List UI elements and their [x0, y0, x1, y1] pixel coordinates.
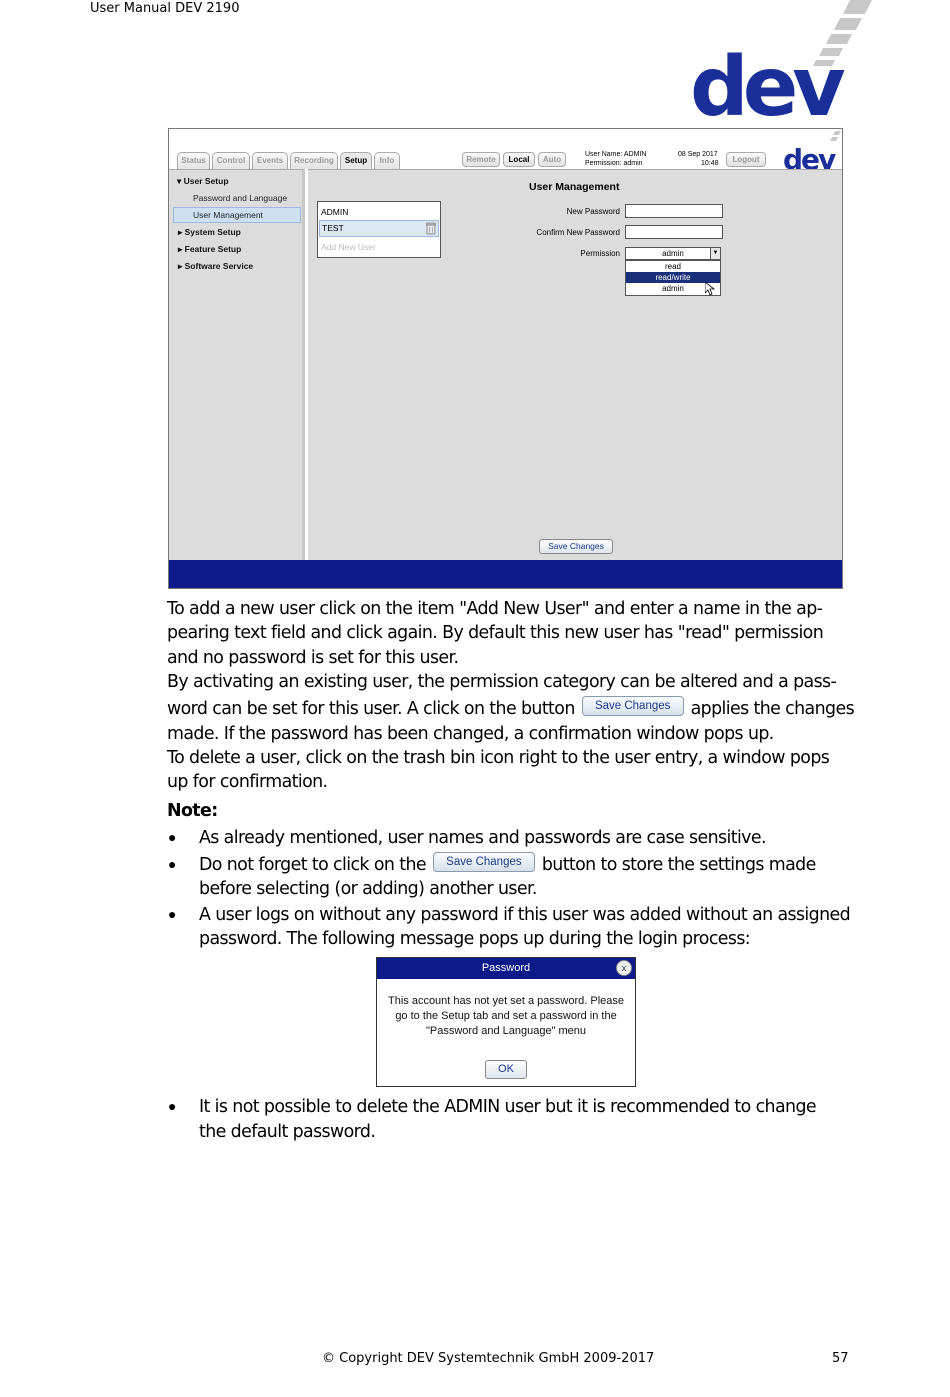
tab-info[interactable]: Info [374, 152, 400, 169]
panel-title: User Management [529, 181, 620, 193]
password-dialog [376, 957, 636, 1087]
page-number: 57 [832, 1351, 849, 1366]
ok-button[interactable]: OK [485, 1060, 527, 1079]
body-text: To add a new user click on the item "Add New User" and enter a name in the ap- [167, 599, 823, 619]
mode-local-button[interactable]: Local [503, 152, 535, 167]
tab-events[interactable]: Events [252, 152, 288, 169]
bullet-text: password. The following message pops up during the login process: [199, 929, 751, 949]
sidebar-item-system-setup[interactable]: ▸ System Setup [178, 227, 241, 237]
dialog-message-line: This account has not yet set a password. Please [387, 995, 625, 1007]
sidebar-item-label: User Setup [183, 176, 229, 186]
confirm-password-label: Confirm New Password [536, 228, 620, 237]
document-header: User Manual DEV 2190 [90, 1, 240, 16]
inline-save-changes-button: Save Changes [582, 696, 684, 716]
body-text: and no password is set for this user. [167, 648, 459, 668]
sidebar-item-user-setup[interactable]: ▾ User Setup [177, 176, 229, 186]
user-list [317, 201, 441, 258]
bullet-text: the default password. [199, 1122, 376, 1142]
copyright-footer: © Copyright DEV Systemtechnik GmbH 2009-2017 [322, 1351, 655, 1366]
bullet-text-with-button [199, 853, 816, 877]
permission-label: Permission [580, 249, 620, 258]
body-text: word can be set for this user. A click on the button [167, 699, 575, 719]
confirm-password-input[interactable] [625, 225, 723, 239]
dialog-message-line: go to the Setup tab and set a password in the [395, 1010, 617, 1022]
save-changes-button[interactable]: Save Changes [539, 539, 613, 554]
bullet-icon: ● [168, 906, 177, 922]
dev-mini-logo [781, 131, 843, 169]
body-text-with-button [167, 697, 854, 721]
dev-logo [690, 0, 872, 118]
dialog-title: Password [377, 958, 635, 979]
dialog-message [381, 994, 631, 1039]
tab-status[interactable]: Status [177, 152, 210, 169]
bullet-text: button to store the settings made [541, 855, 816, 875]
sidebar-item-label: Software Service [184, 261, 254, 271]
user-name: TEST [322, 223, 344, 233]
body-text: pearing text field and click again. By default this new user has "read" permission [167, 623, 824, 643]
dialog-message-line: "Password and Language" menu [425, 1025, 587, 1037]
permission-option-read-write[interactable]: read/write [626, 272, 720, 283]
bullet-icon: ● [168, 1098, 177, 1114]
sidebar-item-software-service[interactable]: ▸ Software Service [178, 261, 254, 271]
top-bar [169, 129, 842, 169]
bullet-icon: ● [168, 829, 177, 845]
embedded-ui-screenshot [168, 128, 843, 589]
permission-option-read[interactable]: read [664, 262, 681, 271]
mode-auto-button[interactable]: Auto [538, 152, 566, 167]
permission-value: admin [662, 249, 684, 258]
body-text: applies the changes [690, 699, 855, 719]
user-list-item[interactable]: ADMIN [321, 207, 349, 217]
mode-remote-button[interactable]: Remote [462, 152, 500, 167]
body-text: To delete a user, click on the trash bin icon right to the user entry, a window pops [167, 748, 830, 768]
note-heading: Note: [167, 801, 218, 821]
bullet-icon: ● [168, 856, 177, 872]
svg-text:dev: dev [783, 143, 835, 169]
setup-sidebar [169, 169, 305, 560]
tab-setup[interactable]: Setup [340, 152, 372, 169]
date-info: 08 Sep 2017 [678, 151, 718, 158]
bottom-bar [169, 560, 842, 589]
user-name-info: User Name: ADMIN [585, 151, 647, 158]
sidebar-item-feature-setup[interactable]: ▸ Feature Setup [178, 244, 242, 254]
body-text: made. If the password has been changed, a confirmation window pops up. [167, 724, 774, 744]
new-password-label: New Password [566, 207, 620, 216]
bullet-text: before selecting (or adding) another user. [199, 879, 537, 899]
sidebar-item-password-language[interactable]: Password and Language [193, 193, 288, 203]
logout-button[interactable]: Logout [726, 152, 766, 167]
tab-control[interactable]: Control [212, 152, 250, 169]
trash-icon[interactable] [426, 222, 436, 235]
user-list-item-selected[interactable] [319, 220, 439, 237]
sidebar-item-label: Feature Setup [184, 244, 242, 254]
new-password-input[interactable] [625, 204, 723, 218]
permission-option-admin[interactable]: admin [662, 284, 684, 293]
tab-recording[interactable]: Recording [290, 152, 338, 169]
mouse-cursor-icon [705, 282, 715, 296]
svg-text:dev: dev [690, 40, 840, 118]
permission-info: Permission: admin [585, 160, 643, 167]
time-info: 10:48 [701, 160, 719, 167]
chevron-down-icon[interactable]: ▼ [710, 248, 720, 259]
sidebar-item-user-management[interactable]: User Management [173, 207, 301, 223]
sidebar-item-label: System Setup [184, 227, 241, 237]
body-text: up for confirmation. [167, 772, 328, 792]
bullet-text: As already mentioned, user names and passwords are case sensitive. [199, 828, 766, 848]
close-icon[interactable]: x [616, 960, 632, 976]
bullet-text: Do not forget to click on the [199, 855, 426, 875]
bullet-text: It is not possible to delete the ADMIN user but it is recommended to change [199, 1097, 816, 1117]
body-text: By activating an existing user, the permission category can be altered and a pass- [167, 672, 837, 692]
permission-select[interactable] [625, 247, 721, 260]
add-new-user-item[interactable]: Add New User [321, 242, 376, 252]
inline-save-changes-button: Save Changes [433, 852, 535, 872]
bullet-text: A user logs on without any password if this user was added without an assigned [199, 905, 851, 925]
